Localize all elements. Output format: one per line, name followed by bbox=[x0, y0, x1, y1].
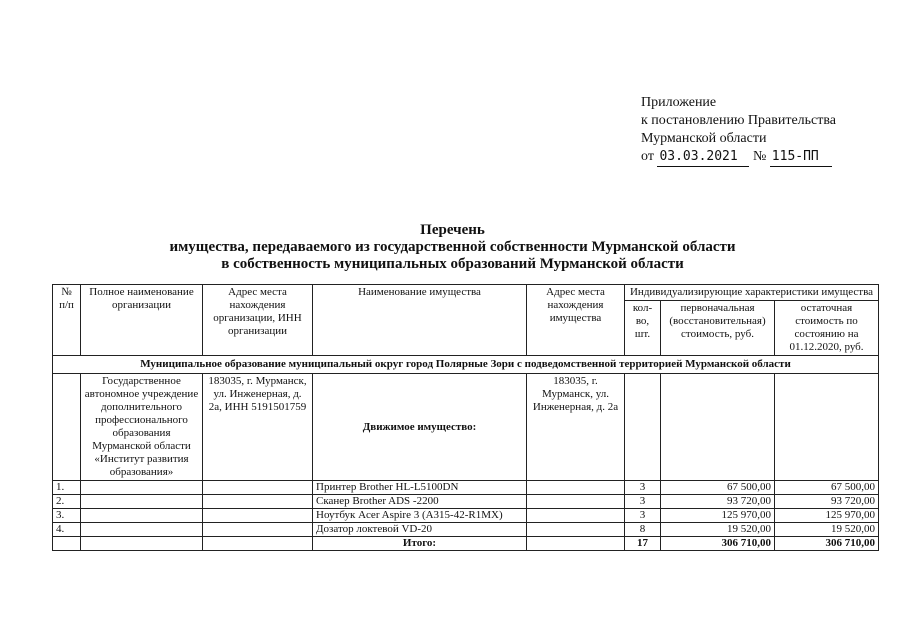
header-prop-name: Наименование имущества bbox=[313, 285, 527, 356]
appendix-block bbox=[641, 94, 836, 167]
header-prop-addr: Адрес места нахождения имущества bbox=[527, 285, 625, 356]
header-residual: остаточная стоимость по состоянию на 01.12.2020, руб. bbox=[775, 301, 879, 356]
section-title: Муниципальное образование муниципальный округ город Полярные Зори с подведомственной территорией Мурманской области bbox=[53, 356, 879, 374]
appendix-line-3: Мурманской области bbox=[641, 131, 767, 146]
date-prefix: от bbox=[641, 149, 654, 164]
item-residual: 67 500,00 bbox=[775, 481, 879, 495]
movable-property-label: Движимое имущество: bbox=[313, 374, 527, 481]
total-residual: 306 710,00 bbox=[775, 537, 879, 551]
property-address: 183035, г. Мурманск, ул. Инженерная, д. 2а bbox=[527, 374, 625, 481]
appendix-date-row bbox=[641, 148, 836, 167]
org-row bbox=[53, 374, 879, 481]
header-org-addr: Адрес места нахождения организации, ИНН организации bbox=[203, 285, 313, 356]
handwritten-date: 03.03.2021 bbox=[657, 148, 749, 167]
item-qty: 3 bbox=[625, 495, 661, 509]
org-num bbox=[53, 374, 81, 481]
section-row bbox=[53, 356, 879, 374]
header-org: Полное наименование организации bbox=[81, 285, 203, 356]
item-num: 1. bbox=[53, 481, 81, 495]
property-table bbox=[52, 284, 879, 551]
item-name: Ноутбук Acer Aspire 3 (A315-42-R1MX) bbox=[313, 509, 527, 523]
table-row bbox=[53, 523, 879, 537]
item-initial: 125 970,00 bbox=[661, 509, 775, 523]
header-num: № п/п bbox=[53, 285, 81, 356]
table-row bbox=[53, 509, 879, 523]
item-qty: 3 bbox=[625, 509, 661, 523]
item-qty: 3 bbox=[625, 481, 661, 495]
item-name: Принтер Brother HL-L5100DN bbox=[313, 481, 527, 495]
item-name: Дозатор локтевой VD-20 bbox=[313, 523, 527, 537]
total-row bbox=[53, 537, 879, 551]
title-line-3: в собственность муниципальных образований Мурманской области bbox=[221, 256, 684, 272]
total-qty: 17 bbox=[625, 537, 661, 551]
org-initial bbox=[661, 374, 775, 481]
item-residual: 19 520,00 bbox=[775, 523, 879, 537]
org-address: 183035, г. Мурманск, ул. Инженерная, д. 2а, ИНН 5191501759 bbox=[203, 374, 313, 481]
handwritten-number: 115-ПП bbox=[770, 148, 832, 167]
header-qty: кол-во, шт. bbox=[625, 301, 661, 356]
number-prefix: № bbox=[752, 149, 767, 164]
total-label: Итого: bbox=[313, 537, 527, 551]
item-qty: 8 bbox=[625, 523, 661, 537]
header-initial: первоначальная (восстановительная) стоимость, руб. bbox=[661, 301, 775, 356]
appendix-line-1: Приложение bbox=[641, 95, 717, 110]
item-name: Сканер Brother ADS -2200 bbox=[313, 495, 527, 509]
org-name: Государственное автономное учреждение дополнительного профессионального образования Мурманской области «Институт развития образования» bbox=[81, 374, 203, 481]
org-residual bbox=[775, 374, 879, 481]
header-row-1 bbox=[53, 285, 879, 301]
table-row bbox=[53, 495, 879, 509]
item-initial: 19 520,00 bbox=[661, 523, 775, 537]
item-num: 2. bbox=[53, 495, 81, 509]
document-title bbox=[0, 222, 905, 273]
item-residual: 125 970,00 bbox=[775, 509, 879, 523]
appendix-line-2: к постановлению Правительства bbox=[641, 113, 837, 128]
item-num: 4. bbox=[53, 523, 81, 537]
item-num: 3. bbox=[53, 509, 81, 523]
item-initial: 67 500,00 bbox=[661, 481, 775, 495]
title-line-2: имущества, передаваемого из государственной собственности Мурманской области bbox=[169, 239, 736, 255]
table-row bbox=[53, 481, 879, 495]
item-initial: 93 720,00 bbox=[661, 495, 775, 509]
title-line-1: Перечень bbox=[420, 222, 485, 238]
header-characteristics: Индивидуализирующие характеристики имущества bbox=[625, 285, 879, 301]
item-residual: 93 720,00 bbox=[775, 495, 879, 509]
org-qty bbox=[625, 374, 661, 481]
total-initial: 306 710,00 bbox=[661, 537, 775, 551]
